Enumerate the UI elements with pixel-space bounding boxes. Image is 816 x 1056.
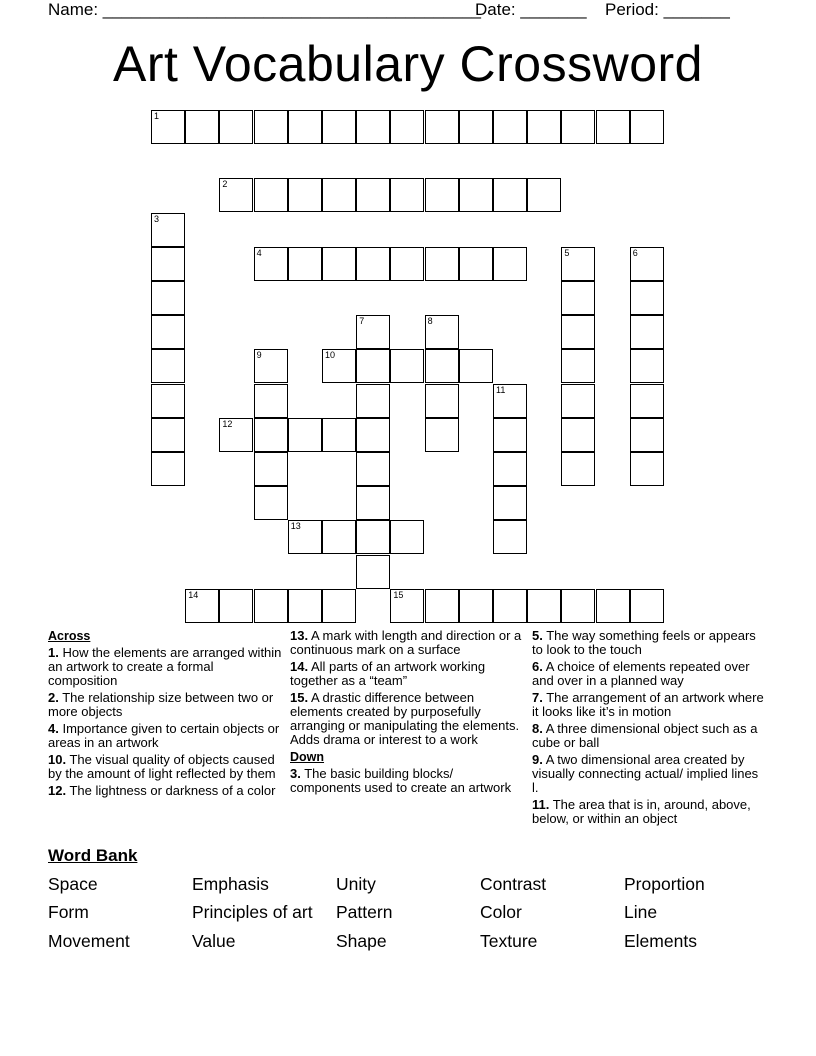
clue-text: A three dimensional object such as a cube or ball: [532, 721, 758, 750]
word-bank-item: Contrast: [480, 874, 547, 894]
clue-number-label: 4.: [48, 721, 59, 736]
grid-cell[interactable]: [630, 452, 664, 486]
clue-number: 10: [325, 350, 336, 361]
grid-cell[interactable]: [151, 349, 185, 383]
clue-text: The visual quality of objects caused by the amount of light reflected by them: [48, 752, 276, 781]
clues-column-1: [48, 629, 282, 801]
grid-cell[interactable]: [151, 418, 185, 452]
clue-item: [48, 722, 282, 750]
grid-cell[interactable]: [630, 281, 664, 315]
grid-cell[interactable]: [630, 384, 664, 418]
word-bank-item: Color: [480, 902, 522, 922]
grid-cell[interactable]: [356, 247, 390, 281]
word-bank-item: Space: [48, 874, 98, 894]
clue-text: A drastic difference between elements created by purposefully arranging or manipulating the elements. Adds drama or interest to a work: [290, 690, 520, 747]
word-bank-item: Pattern: [336, 902, 393, 922]
grid-cell[interactable]: [151, 213, 185, 247]
clue-number-label: 13.: [290, 628, 309, 643]
word-bank-item: Unity: [336, 874, 376, 894]
grid-cell[interactable]: [561, 281, 595, 315]
clue-number: 1: [154, 111, 160, 121]
grid-cell[interactable]: [254, 418, 288, 452]
clue-number: 2: [222, 179, 228, 190]
grid-cell[interactable]: [288, 589, 322, 623]
grid-cell[interactable]: [425, 178, 459, 212]
grid-cell[interactable]: [356, 178, 390, 212]
grid-cell[interactable]: [151, 110, 185, 144]
grid-cell[interactable]: [561, 247, 595, 281]
clue-text: The area that is in, around, above, below, or within an object: [532, 797, 751, 826]
clue-number-label: 11.: [532, 797, 550, 812]
clue-text: A choice of elements repeated over and over in a planned way: [532, 659, 750, 688]
grid-cell[interactable]: [254, 589, 288, 623]
clue-item: [532, 691, 766, 719]
word-bank-item: Proportion: [624, 874, 705, 894]
clue-item: [532, 798, 766, 826]
clue-text: The basic building blocks/ components used to create an artwork: [290, 766, 512, 795]
grid-cell[interactable]: [561, 418, 595, 452]
grid-cell[interactable]: [288, 110, 322, 144]
grid-cell[interactable]: [425, 589, 459, 623]
grid-cell[interactable]: [527, 589, 561, 623]
grid-cell[interactable]: [219, 589, 253, 623]
grid-cell[interactable]: [561, 589, 595, 623]
grid-cell[interactable]: [356, 520, 390, 554]
grid-cell[interactable]: [322, 178, 356, 212]
clue-item: [290, 691, 524, 747]
grid-cell[interactable]: [254, 349, 288, 383]
grid-cell[interactable]: [630, 589, 664, 623]
grid-cell[interactable]: [288, 247, 322, 281]
clue-item: [532, 629, 766, 657]
grid-cell[interactable]: [425, 247, 459, 281]
page-title: Art Vocabulary Crossword: [112, 36, 703, 92]
clue-number: 14: [188, 589, 199, 600]
word-bank-item: Elements: [624, 931, 697, 951]
word-bank-title: Word Bank: [48, 846, 138, 865]
grid-cell[interactable]: [527, 110, 561, 144]
grid-cell[interactable]: [219, 178, 253, 212]
clue-number: 8: [427, 316, 433, 327]
clue-number-label: 6.: [532, 659, 543, 674]
clue-number-label: 15.: [290, 690, 309, 705]
word-bank-item: Value: [192, 931, 236, 951]
grid-cell[interactable]: [288, 520, 322, 554]
clue-item: [48, 646, 282, 688]
word-bank-item: Emphasis: [192, 874, 269, 894]
grid-cell[interactable]: [219, 418, 253, 452]
clue-number: 4: [256, 247, 262, 258]
clue-item: [290, 660, 524, 688]
grid-cell[interactable]: [390, 110, 424, 144]
grid-cell[interactable]: [493, 384, 527, 418]
clue-number-label: 8.: [532, 721, 543, 736]
grid-cell[interactable]: [185, 589, 219, 623]
grid-cell[interactable]: [254, 178, 288, 212]
clue-text: The way something feels or appears to look to the touch: [532, 628, 756, 657]
clue-number: 13: [290, 521, 301, 532]
clue-number: 11: [496, 384, 506, 395]
grid-cell[interactable]: [425, 315, 459, 349]
grid-cell[interactable]: [322, 520, 356, 554]
grid-cell[interactable]: [254, 384, 288, 418]
clue-number-label: 12.: [48, 783, 67, 798]
grid-cell[interactable]: [390, 520, 424, 554]
word-bank-item: Shape: [336, 931, 387, 951]
word-bank-item: Form: [48, 902, 89, 922]
clue-text: The lightness or darkness of a color: [66, 783, 276, 798]
grid-cell[interactable]: [185, 110, 219, 144]
grid-cell[interactable]: [356, 452, 390, 486]
grid-cell[interactable]: [493, 418, 527, 452]
grid-cell[interactable]: [630, 110, 664, 144]
clues-column-3: [532, 629, 766, 829]
grid-cell[interactable]: [561, 452, 595, 486]
word-bank-item: Line: [624, 902, 658, 922]
clue-text: The relationship size between two or more objects: [48, 690, 274, 719]
grid-cell[interactable]: [493, 178, 527, 212]
grid-cell[interactable]: [254, 452, 288, 486]
grid-cell[interactable]: [493, 247, 527, 281]
grid-cell[interactable]: [493, 520, 527, 554]
grid-cell[interactable]: [493, 486, 527, 520]
clue-text: How the elements are arranged within an artwork to create a formal composition: [48, 645, 282, 688]
clue-number-label: 7.: [532, 690, 543, 705]
grid-cell[interactable]: [356, 555, 390, 589]
clue-number: 5: [564, 247, 570, 258]
grid-cell[interactable]: [596, 110, 630, 144]
grid-cell[interactable]: [493, 110, 527, 144]
clue-number-label: 14.: [290, 659, 309, 674]
clue-item: [48, 784, 282, 798]
across-heading: Across: [48, 629, 91, 643]
word-bank-item: Texture: [480, 931, 538, 951]
grid-cell[interactable]: [151, 315, 185, 349]
grid-cell[interactable]: [322, 110, 356, 144]
clue-item: [290, 629, 524, 657]
grid-cell[interactable]: [459, 349, 493, 383]
grid-cell[interactable]: [356, 384, 390, 418]
clue-number: 9: [256, 350, 262, 361]
date-field[interactable]: Date: _______: [475, 0, 587, 19]
clue-number: 3: [154, 213, 160, 224]
clue-item: [48, 753, 282, 781]
clue-item: [532, 660, 766, 688]
grid-cell[interactable]: [561, 349, 595, 383]
grid-cell[interactable]: [254, 486, 288, 520]
clue-item: [48, 691, 282, 719]
clue-number: 15: [393, 589, 404, 600]
clue-item: [532, 753, 766, 795]
down-heading: Down: [290, 750, 325, 764]
clue-number-label: 1.: [48, 645, 59, 660]
name-field[interactable]: Name: ________________________________________: [48, 0, 481, 19]
grid-cell[interactable]: [630, 247, 664, 281]
clue-number-label: 5.: [532, 628, 543, 643]
grid-cell[interactable]: [356, 349, 390, 383]
grid-cell[interactable]: [390, 247, 424, 281]
grid-cell[interactable]: [425, 349, 459, 383]
grid-cell[interactable]: [630, 349, 664, 383]
grid-cell[interactable]: [425, 384, 459, 418]
grid-cell[interactable]: [561, 384, 595, 418]
crossword-grid: [151, 110, 666, 625]
clue-number: 6: [632, 247, 638, 258]
clue-number-label: 9.: [532, 752, 543, 767]
clue-item: [532, 722, 766, 750]
clue-item: [290, 767, 524, 795]
grid-cell[interactable]: [254, 110, 288, 144]
grid-cell[interactable]: [493, 452, 527, 486]
period-field[interactable]: Period: _______: [605, 0, 730, 19]
clue-number-label: 10.: [48, 752, 67, 767]
grid-cell[interactable]: [322, 349, 356, 383]
grid-cell[interactable]: [630, 315, 664, 349]
grid-cell[interactable]: [459, 589, 493, 623]
grid-cell[interactable]: [288, 178, 322, 212]
grid-cell[interactable]: [151, 384, 185, 418]
grid-cell[interactable]: [219, 110, 253, 144]
clue-text: Importance given to certain objects or areas in an artwork: [48, 721, 280, 750]
grid-cell[interactable]: [425, 110, 459, 144]
grid-cell[interactable]: [459, 178, 493, 212]
grid-cell[interactable]: [459, 110, 493, 144]
word-bank-item: Movement: [48, 931, 130, 951]
clue-text: A two dimensional area created by visually connecting actual/ implied lines l.: [532, 752, 759, 795]
grid-cell[interactable]: [493, 589, 527, 623]
clue-number: 12: [222, 418, 233, 429]
clue-text: All parts of an artwork working together as a “team”: [290, 659, 486, 688]
grid-cell[interactable]: [322, 247, 356, 281]
clue-number: 7: [359, 316, 365, 327]
grid-cell[interactable]: [356, 486, 390, 520]
grid-cell[interactable]: [356, 110, 390, 144]
grid-cell[interactable]: [322, 418, 356, 452]
grid-cell[interactable]: [630, 418, 664, 452]
grid-cell[interactable]: [390, 589, 424, 623]
grid-cell[interactable]: [527, 178, 561, 212]
grid-cell[interactable]: [151, 247, 185, 281]
clue-number-label: 2.: [48, 690, 59, 705]
grid-cell[interactable]: [151, 452, 185, 486]
clues-column-2: [290, 629, 524, 798]
word-bank-item: Principles of art: [192, 902, 313, 922]
grid-cell[interactable]: [356, 418, 390, 452]
grid-cell[interactable]: [390, 349, 424, 383]
grid-cell[interactable]: [151, 281, 185, 315]
grid-cell[interactable]: [390, 178, 424, 212]
clue-number-label: 3.: [290, 766, 301, 781]
grid-cell[interactable]: [322, 589, 356, 623]
grid-cell[interactable]: [356, 315, 390, 349]
clue-text: A mark with length and direction or a continuous mark on a surface: [290, 628, 522, 657]
grid-cell[interactable]: [459, 247, 493, 281]
clue-text: The arrangement of an artwork where it looks like it’s in motion: [532, 690, 764, 719]
grid-cell[interactable]: [561, 315, 595, 349]
grid-cell[interactable]: [288, 418, 322, 452]
grid-cell[interactable]: [425, 418, 459, 452]
grid-cell[interactable]: [254, 247, 288, 281]
grid-cell[interactable]: [561, 110, 595, 144]
grid-cell[interactable]: [596, 589, 630, 623]
